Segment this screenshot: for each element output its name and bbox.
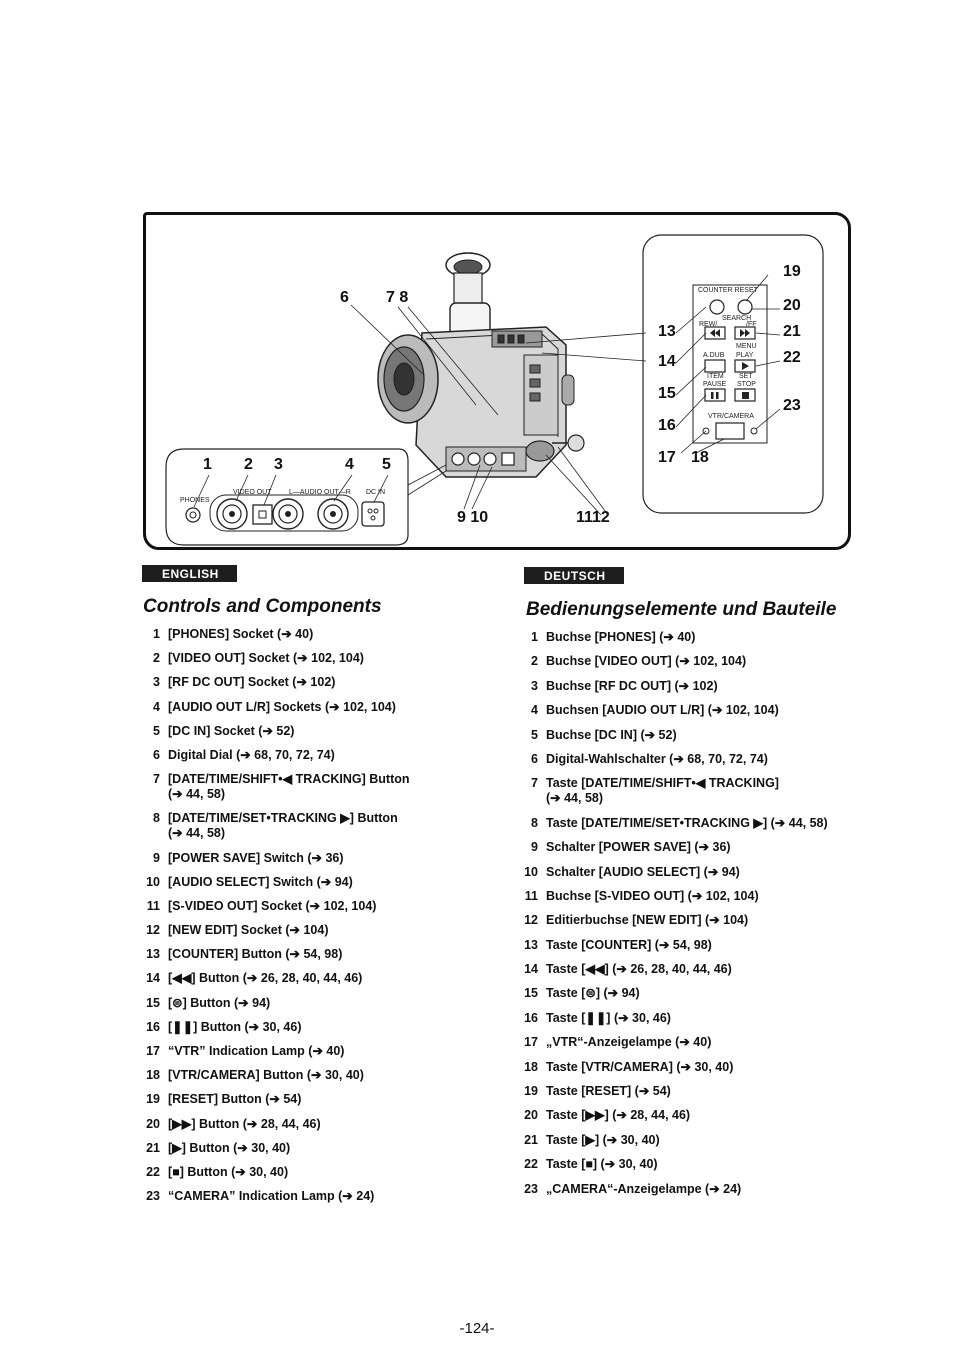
callout-2: 2 [244, 456, 253, 473]
deutsch-item-list [516, 630, 856, 1206]
item-number: 20 [146, 1116, 160, 1131]
vtr-camera-label: VTR/CAMERA [708, 413, 754, 420]
item-number: 4 [531, 703, 538, 718]
list-item [138, 700, 458, 715]
item-number: 6 [153, 747, 160, 762]
item-text: „CAMERA“-Anzeigelampe (➔ 24) [546, 1181, 742, 1196]
item-label: ITEM [707, 373, 724, 380]
item-text: [DATE/TIME/SET•TRACKING ▶] Button (➔ 44, 58) [168, 811, 398, 841]
item-number: 12 [524, 913, 538, 928]
item-number: 13 [146, 947, 160, 962]
callout-3: 3 [274, 456, 283, 473]
list-item [516, 816, 856, 831]
item-number: 10 [524, 864, 538, 879]
item-text: Taste [RESET] (➔ 54) [546, 1084, 671, 1099]
list-item [138, 772, 458, 802]
item-text: [S-VIDEO OUT] Socket (➔ 102, 104) [168, 898, 377, 913]
item-number: 17 [524, 1035, 538, 1050]
list-item [516, 986, 856, 1001]
list-item [516, 1157, 856, 1172]
list-item [138, 1044, 458, 1059]
callout-1: 1 [203, 456, 212, 473]
callout-22: 22 [783, 349, 801, 366]
list-item [516, 962, 856, 977]
list-item [516, 865, 856, 880]
list-item [138, 1165, 458, 1180]
list-item [516, 1011, 856, 1026]
list-item [516, 840, 856, 855]
item-number: 5 [153, 723, 160, 738]
video-out-label: VIDEO OUT [233, 489, 272, 496]
list-item [516, 728, 856, 743]
list-item [138, 1068, 458, 1083]
audio-out-l-jack-icon [273, 499, 303, 529]
audio-out-label: L—AUDIO OUT—R [289, 489, 351, 496]
item-text: [◀◀] Button (➔ 26, 28, 40, 44, 46) [168, 971, 363, 986]
item-text: Taste [▶▶] (➔ 28, 44, 46) [546, 1108, 691, 1123]
rf-dc-out-socket-icon [253, 505, 272, 524]
item-text: Taste [❚❚] (➔ 30, 46) [546, 1010, 671, 1025]
list-item [516, 630, 856, 645]
item-text: Taste [⊜] (➔ 94) [546, 986, 640, 1001]
callout-17: 17 [658, 449, 676, 466]
item-text: [RF DC OUT] Socket (➔ 102) [168, 675, 336, 690]
phones-label: PHONES [180, 497, 210, 504]
item-number: 18 [146, 1068, 160, 1083]
item-number: 23 [146, 1189, 160, 1204]
list-item [516, 889, 856, 904]
callout-11-12: 1112 [576, 509, 610, 526]
stop-label: STOP [737, 381, 756, 388]
item-number: 10 [146, 874, 160, 889]
list-item [138, 923, 458, 938]
item-number: 20 [524, 1108, 538, 1123]
camcorder-body-icon [378, 253, 584, 477]
item-text: „VTR“-Anzeigelampe (➔ 40) [546, 1035, 712, 1050]
list-item [138, 875, 458, 890]
item-number: 21 [524, 1132, 538, 1147]
item-number: 15 [524, 986, 538, 1001]
item-text: Buchse [PHONES] (➔ 40) [546, 630, 696, 644]
list-item [516, 1035, 856, 1050]
list-item [138, 1141, 458, 1156]
list-item [516, 1084, 856, 1099]
item-number: 21 [146, 1140, 160, 1155]
list-item [516, 654, 856, 669]
item-number: 4 [153, 699, 160, 714]
item-text: Buchse [RF DC OUT] (➔ 102) [546, 678, 718, 693]
list-item [516, 776, 856, 806]
item-number: 7 [153, 772, 160, 787]
english-badge: ENGLISH [142, 565, 237, 582]
search-label: SEARCH [722, 315, 752, 322]
item-number: 1 [153, 627, 160, 641]
pause-label: PAUSE [703, 381, 727, 388]
item-text: “VTR” Indication Lamp (➔ 40) [168, 1044, 345, 1058]
item-number: 23 [524, 1181, 538, 1196]
list-item [138, 1092, 458, 1107]
item-text: Digital-Wahlschalter (➔ 68, 70, 72, 74) [546, 751, 768, 766]
list-item [138, 996, 458, 1011]
callout-6: 6 [340, 289, 349, 306]
page-number: -124- [459, 1320, 495, 1337]
item-text: [■] Button (➔ 30, 40) [168, 1164, 289, 1179]
list-item [516, 1133, 856, 1148]
item-text: [⊜] Button (➔ 94) [168, 995, 271, 1010]
dc-in-label: DC IN [366, 489, 386, 496]
item-text: “CAMERA” Indication Lamp (➔ 24) [168, 1189, 375, 1204]
list-item [138, 971, 458, 986]
item-text: [NEW EDIT] Socket (➔ 104) [168, 923, 329, 938]
item-text: [AUDIO SELECT] Switch (➔ 94) [168, 874, 353, 889]
callout-5: 5 [382, 456, 391, 473]
item-text: [RESET] Button (➔ 54) [168, 1092, 302, 1107]
list-item [138, 1020, 458, 1035]
list-item [138, 1189, 458, 1204]
item-text: [POWER SAVE] Switch (➔ 36) [168, 850, 344, 865]
callout-9-10: 9 10 [457, 509, 489, 526]
item-text: Taste [COUNTER] (➔ 54, 98) [546, 937, 712, 952]
english-item-list [138, 627, 458, 1213]
a-dub-label: A.DUB [703, 352, 725, 359]
item-number: 1 [531, 630, 538, 644]
list-item [516, 703, 856, 718]
callout-7-8: 7 8 [386, 289, 409, 306]
item-text: Buchse [VIDEO OUT] (➔ 102, 104) [546, 654, 747, 669]
item-number: 16 [146, 1019, 160, 1034]
item-text: [▶] Button (➔ 30, 40) [168, 1140, 291, 1155]
search-rew-label: REW/ [699, 321, 718, 328]
item-text: Taste [DATE/TIME/SHIFT•◀ TRACKING] (➔ 44, 58) [546, 776, 779, 806]
list-item [516, 1182, 856, 1197]
list-item [138, 899, 458, 914]
item-text: Taste [◀◀] (➔ 26, 28, 40, 44, 46) [546, 962, 732, 977]
item-text: Taste [DATE/TIME/SET•TRACKING ▶] (➔ 44, 58) [546, 815, 828, 830]
list-item [138, 724, 458, 739]
list-item [138, 748, 458, 763]
deutsch-badge: DEUTSCH [524, 567, 624, 584]
list-item [138, 675, 458, 690]
callout-21: 21 [783, 323, 801, 340]
item-text: Buchse [DC IN] (➔ 52) [546, 727, 677, 742]
item-text: [❚❚] Button (➔ 30, 46) [168, 1019, 302, 1034]
list-item [138, 851, 458, 866]
item-number: 5 [531, 727, 538, 742]
item-number: 14 [524, 962, 538, 977]
item-text: Taste [▶] (➔ 30, 40) [546, 1132, 660, 1147]
item-text: [▶▶] Button (➔ 28, 44, 46) [168, 1116, 321, 1131]
callout-15: 15 [658, 385, 676, 402]
item-text: [AUDIO OUT L/R] Sockets (➔ 102, 104) [168, 699, 396, 714]
item-number: 17 [146, 1044, 160, 1058]
list-item [138, 627, 458, 642]
item-text: Buchsen [AUDIO OUT L/R] (➔ 102, 104) [546, 703, 779, 718]
item-number: 3 [531, 678, 538, 693]
list-item [138, 811, 458, 841]
item-number: 2 [153, 651, 160, 666]
item-text: Schalter [POWER SAVE] (➔ 36) [546, 840, 731, 855]
play-label: PLAY [736, 352, 754, 359]
menu-label: MENU [736, 343, 757, 350]
dc-in-socket-icon [362, 502, 384, 526]
callout-4: 4 [345, 456, 354, 473]
english-title: Controls and Components [143, 596, 382, 617]
item-number: 22 [146, 1164, 160, 1179]
item-text: Editierbuchse [NEW EDIT] (➔ 104) [546, 913, 749, 928]
item-number: 8 [153, 811, 160, 826]
list-item [138, 947, 458, 962]
search-ff-label: /FF [746, 321, 757, 328]
item-text: Digital Dial (➔ 68, 70, 72, 74) [168, 747, 335, 762]
item-number: 13 [524, 937, 538, 952]
list-item [138, 651, 458, 666]
item-number: 22 [524, 1157, 538, 1172]
item-number: 15 [146, 995, 160, 1010]
item-number: 19 [524, 1084, 538, 1099]
list-item [138, 1117, 458, 1132]
list-item [516, 938, 856, 953]
item-text: [DC IN] Socket (➔ 52) [168, 723, 295, 738]
item-number: 7 [531, 776, 538, 791]
camcorder-figure [143, 212, 851, 550]
item-number: 9 [153, 850, 160, 865]
item-number: 9 [531, 840, 538, 855]
item-text: Taste [■] (➔ 30, 40) [546, 1157, 658, 1172]
video-out-jack-icon [217, 499, 247, 529]
item-number: 2 [531, 654, 538, 669]
item-number: 14 [146, 971, 160, 986]
counter-reset-label: COUNTER RESET [698, 287, 758, 294]
list-item [516, 913, 856, 928]
set-label: SET [739, 373, 753, 380]
item-number: 11 [146, 898, 160, 913]
item-text: [DATE/TIME/SHIFT•◀ TRACKING] Button (➔ 44, 58) [168, 772, 410, 802]
audio-out-r-jack-icon [318, 499, 348, 529]
deutsch-title: Bedienungselemente und Bauteile [526, 599, 837, 620]
phones-jack-icon [186, 508, 200, 522]
item-text: Schalter [AUDIO SELECT] (➔ 94) [546, 864, 740, 879]
callout-20: 20 [783, 297, 801, 314]
callout-23: 23 [783, 397, 801, 414]
list-item [516, 679, 856, 694]
item-text: [PHONES] Socket (➔ 40) [168, 627, 314, 641]
callout-14: 14 [658, 353, 676, 370]
list-item [516, 752, 856, 767]
item-number: 8 [531, 815, 538, 830]
item-number: 19 [146, 1092, 160, 1107]
callout-19: 19 [783, 263, 801, 280]
callout-16: 16 [658, 417, 676, 434]
list-item [516, 1108, 856, 1123]
item-text: [VIDEO OUT] Socket (➔ 102, 104) [168, 651, 364, 666]
item-text: Buchse [S-VIDEO OUT] (➔ 102, 104) [546, 888, 759, 903]
item-text: Taste [VTR/CAMERA] (➔ 30, 40) [546, 1059, 734, 1074]
item-number: 6 [531, 751, 538, 766]
item-text: [COUNTER] Button (➔ 54, 98) [168, 947, 343, 962]
item-number: 16 [524, 1010, 538, 1025]
item-number: 12 [146, 923, 160, 938]
item-number: 3 [153, 675, 160, 690]
item-number: 11 [524, 888, 538, 903]
callout-18: 18 [691, 449, 709, 466]
item-number: 18 [524, 1059, 538, 1074]
item-text: [VTR/CAMERA] Button (➔ 30, 40) [168, 1068, 364, 1083]
callout-13: 13 [658, 323, 676, 340]
list-item [516, 1060, 856, 1075]
